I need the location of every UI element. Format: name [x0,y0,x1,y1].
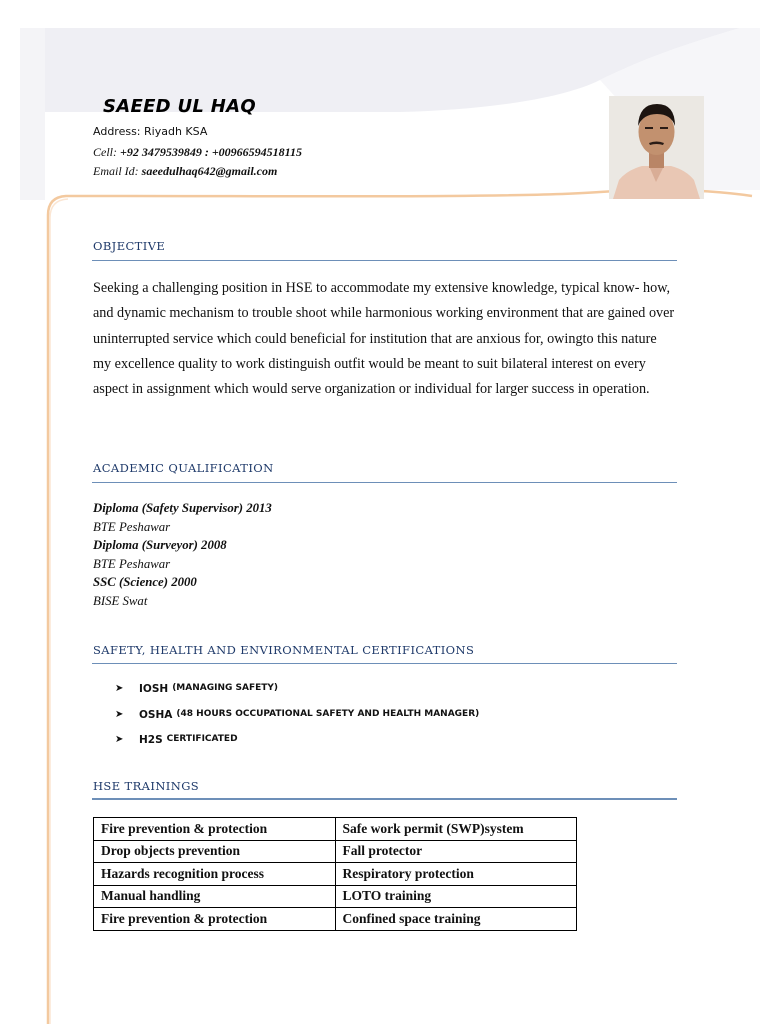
table-cell: Hazards recognition process [94,863,336,886]
table-row [94,863,577,886]
objective-text: Seeking a challenging position in HSE to accommodate my extensive knowledge, typical know- how, and dynamic mechanism to trouble shoot while harmonious working environment that are gained over uninterrupted service which could beneficial for institution that are anxious for, owingto this nature my excellence quality to work distinguish outfit would be meant to suit bilateral interest on every aspect in assignment which would serve organization or individual for larger success in operation. [93,280,675,398]
table-cell: Manual handling [94,885,336,908]
table-cell: Fire prevention & protection [94,908,336,931]
arrow-bullet-icon: ➤ [115,734,124,745]
email-value: saeedulhaq642@gmail.com [141,164,278,178]
table-cell: Drop objects prevention [94,840,336,863]
certifications-heading: SAFETY, HEALTH AND ENVIRONMENTAL CERTIFICATIONS [93,643,475,657]
table-row [94,818,577,841]
trainings-heading: HSE TRAININGS [93,779,200,793]
table-row [94,840,577,863]
academic-list [93,499,272,610]
cert-name: IOSH [139,683,169,695]
list-item [115,709,479,735]
table-cell: Fall protector [335,840,577,863]
email-line [93,164,277,179]
academic-degree: SSC (Science) 2000 [93,575,197,589]
cell-value: +92 3479539849 : +00966594518115 [120,145,303,159]
trainings-table [93,817,577,931]
candidate-name: SAEED UL HAQ [103,96,256,117]
cert-name: OSHA [139,708,173,721]
objective-divider [92,260,677,261]
list-item [115,734,479,760]
academic-institute: BTE Peshawar [93,556,171,571]
academic-divider [92,482,677,483]
academic-institute: BTE Peshawar [93,519,171,534]
address-line [93,125,207,138]
academic-institute: BISE Swat [93,593,148,608]
profile-photo-icon [609,96,704,199]
cell-label: Cell: [93,145,117,159]
objective-heading: OBJECTIVE [93,239,166,253]
table-row [94,908,577,931]
list-item [115,683,479,709]
cert-name: H2S [139,734,163,746]
cell-line [93,145,302,160]
academic-heading: ACADEMIC QUALIFICATION [93,461,274,475]
email-label: Email Id: [93,164,139,178]
table-cell: Fire prevention & protection [94,818,336,841]
table-cell: LOTO training [335,885,577,908]
academic-degree: Diploma (Surveyor) 2008 [93,538,227,552]
table-cell: Safe work permit (SWP)system [335,818,577,841]
certifications-divider [92,663,677,664]
certifications-list [115,683,479,760]
table-row [94,885,577,908]
arrow-bullet-icon: ➤ [115,683,124,694]
cert-detail: CERTIFICATED [166,734,238,744]
address-label: Address: [93,125,141,138]
table-cell: Respiratory protection [335,863,577,886]
table-cell: Confined space training [335,908,577,931]
address-value: Riyadh KSA [144,125,208,138]
trainings-divider [92,798,677,800]
cert-detail: (48 HOURS OCCUPATIONAL SAFETY AND HEALTH MANAGER) [176,708,480,719]
arrow-bullet-icon: ➤ [115,708,124,720]
cert-detail: (MANAGING SAFETY) [172,683,279,693]
academic-degree: Diploma (Safety Supervisor) 2013 [93,501,272,515]
